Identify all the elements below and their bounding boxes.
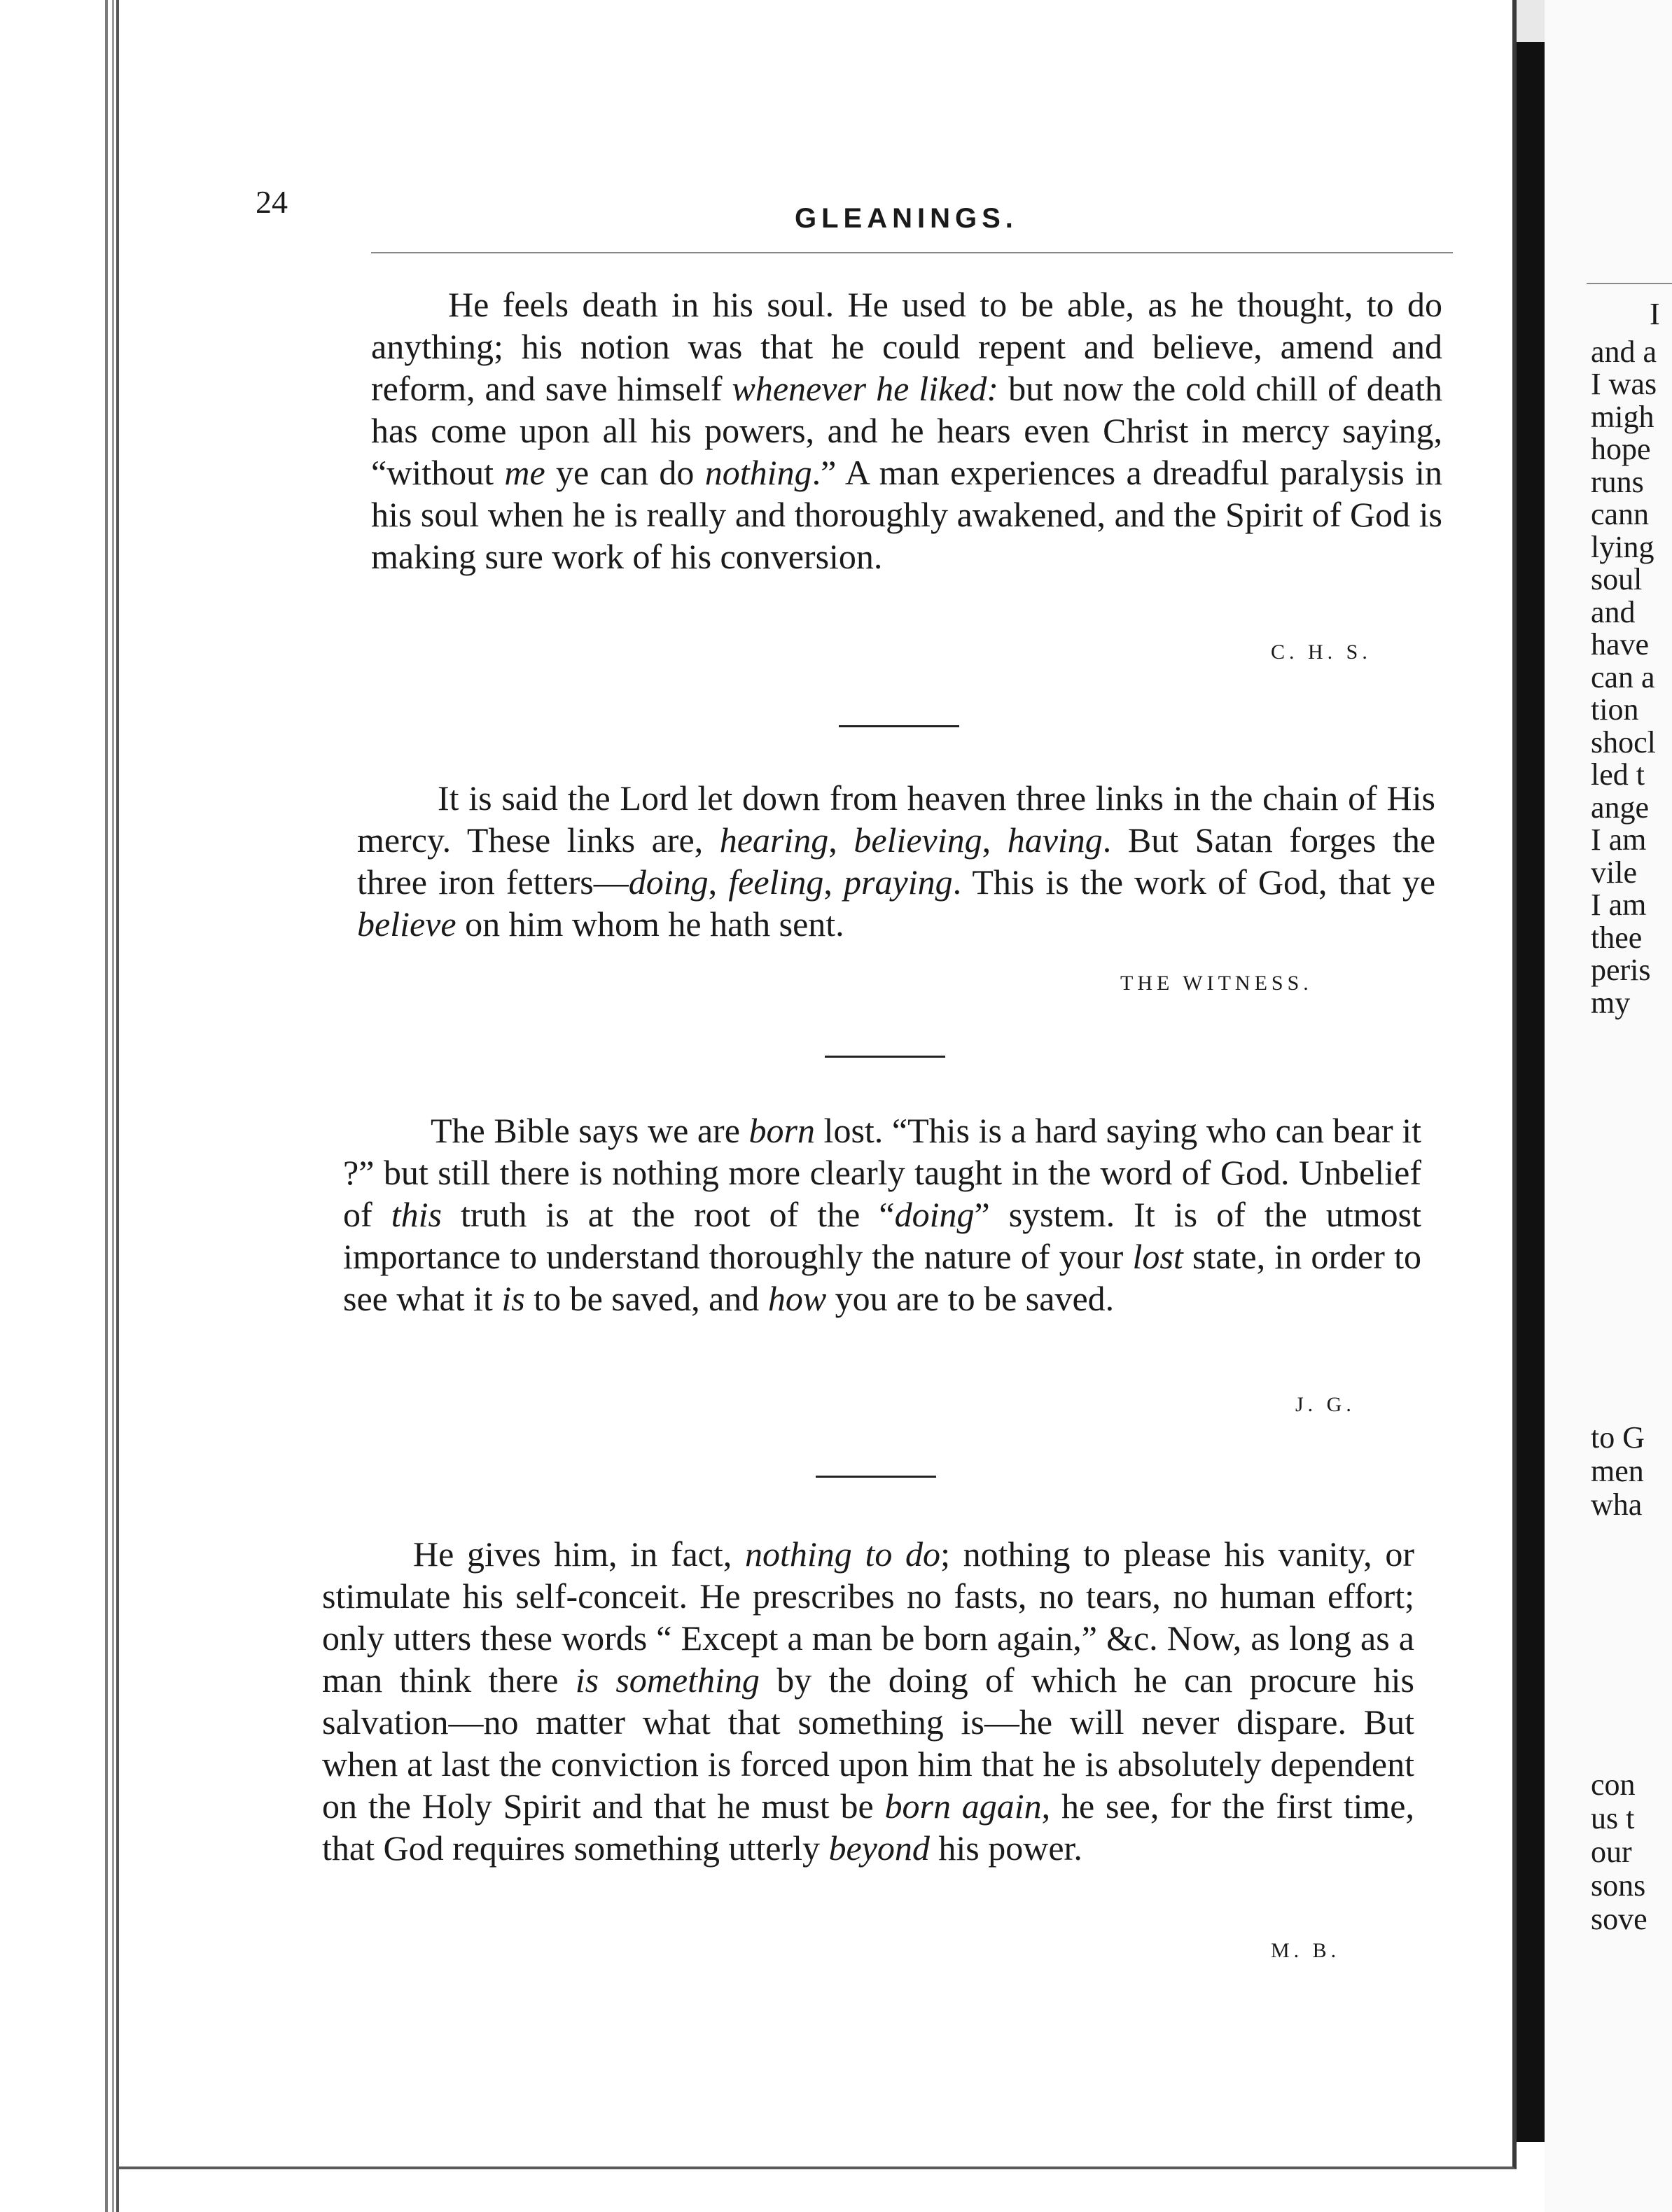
text-run: his power. <box>929 1828 1082 1868</box>
text-run: to be saved, and <box>524 1279 768 1318</box>
italic-text: nothing <box>704 453 812 492</box>
facing-page-line: men <box>1591 1454 1644 1488</box>
text-run: , he see, for the first time, that God requires something utterly <box>322 1786 1414 1868</box>
text-run: truth is at the root of the “ <box>441 1195 895 1234</box>
header-rule <box>371 252 1453 253</box>
facing-page-line: can a <box>1591 659 1655 694</box>
text-run: . This is the work of God, that ye <box>952 862 1436 902</box>
passage-3-text <box>343 1110 1421 1320</box>
italic-text: feeling <box>728 862 824 902</box>
text-run: , <box>708 862 729 902</box>
italic-text: believing <box>854 820 982 860</box>
text-run: on him whom he hath sent. <box>456 904 844 944</box>
text-run: lost. “This is a hard saying who can bear it ?” but still there is nothing more clearly taught in the word of God. Unbelief of <box>343 1111 1421 1234</box>
text-run: but now the cold chill of death has come upon all his powers, and he hears even Christ in mercy saying, “without <box>371 369 1442 492</box>
separator-rule <box>816 1476 936 1478</box>
text-run: .” A man experiences a dreadful paralysis in his soul when he is really and thoroughly awakened, and the Spirit of God is making sure work of his conversion. <box>371 453 1442 576</box>
facing-page-line: have <box>1591 627 1650 662</box>
passage-3-attribution: J. G. <box>1295 1393 1356 1416</box>
italic-text: this <box>391 1195 442 1234</box>
italic-text: is <box>501 1279 525 1318</box>
italic-text: beyond <box>828 1828 930 1868</box>
facing-page-line: led t <box>1591 757 1645 792</box>
facing-page-line: tion <box>1591 692 1639 727</box>
italic-text: born again <box>884 1786 1042 1826</box>
facing-page-line: and a <box>1591 334 1657 369</box>
facing-page-line: to G <box>1591 1420 1645 1455</box>
passage-1-text <box>371 284 1442 578</box>
text-run: ; nothing to please his vanity, or stimulate his self-conceit. He prescribes no fasts, no tears, no human effort; only utters these words “ Except a man be born again,” &c. Now, as long as a man think there <box>322 1534 1414 1700</box>
facing-page-line: cann <box>1591 497 1650 531</box>
facing-page-line: runs <box>1591 464 1644 499</box>
facing-page-line: vile <box>1591 855 1637 890</box>
facing-page-line: ange <box>1591 790 1650 825</box>
facing-page-line: us t <box>1591 1801 1635 1835</box>
italic-text: doing <box>628 862 709 902</box>
facing-page-rule <box>1587 283 1672 284</box>
facing-page-line: thee <box>1591 920 1643 955</box>
passage-4-text <box>322 1533 1414 1869</box>
facing-page-line: I <box>1650 297 1660 331</box>
italic-text: lost <box>1132 1237 1183 1276</box>
facing-page-line: shocl <box>1591 724 1656 760</box>
text-run: , <box>828 820 854 860</box>
separator-rule <box>839 725 959 727</box>
text-run: The Bible says we are <box>431 1111 749 1150</box>
passage-2-text <box>357 777 1435 945</box>
passage-4-attribution: M. B. <box>1271 1939 1341 1962</box>
facing-page-line: our <box>1591 1835 1632 1869</box>
facing-page-line: I am <box>1591 822 1647 857</box>
passage-2-attribution: THE WITNESS. <box>1120 972 1313 995</box>
text-run: by the doing of which he can procure his salvation—no matter what that something is—he will never dispare. But when at last the conviction is forced upon him that he is absolutely dependent on the Holy Spirit and that he must be <box>322 1660 1414 1826</box>
italic-text: is something <box>575 1660 760 1700</box>
facing-page-line: sove <box>1591 1902 1647 1936</box>
facing-page-line: wha <box>1591 1488 1643 1522</box>
separator-rule <box>825 1056 945 1058</box>
text-run: It is said the Lord let down from heaven three links in the chain of His mercy. These links are, <box>357 778 1435 860</box>
italic-text: praying <box>844 862 953 902</box>
italic-text: believe <box>357 904 457 944</box>
text-run: He feels death in his soul. He used to be able, as he thought, to do anything; his notion was that he could repent and believe, amend and reform, and save himself <box>371 285 1442 408</box>
italic-text: how <box>767 1279 827 1318</box>
text-run: , <box>823 862 844 902</box>
text-run: ye can do <box>545 453 705 492</box>
running-title: GLEANINGS. <box>795 203 1018 234</box>
book-gutter <box>1517 42 1545 2142</box>
facing-page-line: soul <box>1591 562 1643 596</box>
facing-page <box>1545 0 1672 2212</box>
italic-text: doing <box>894 1195 975 1234</box>
italic-text: hearing <box>719 820 829 860</box>
facing-page-line: I was <box>1591 367 1657 401</box>
text-run: ” system. It is of the utmost importance to understand thoroughly the nature of your <box>343 1195 1422 1276</box>
facing-page-line: migh <box>1591 399 1654 434</box>
text-run: , <box>982 820 1008 860</box>
text-run: state, in order to see what it <box>343 1237 1421 1318</box>
facing-page-line: hope <box>1591 432 1651 466</box>
facing-page-line: peris <box>1591 953 1651 987</box>
facing-page-line: I am <box>1591 888 1647 922</box>
text-run: He gives him, in fact, <box>413 1534 745 1574</box>
italic-text: me <box>504 453 545 492</box>
facing-page-line: my <box>1591 985 1631 1020</box>
page-number: 24 <box>256 184 288 220</box>
gutter-top <box>1517 0 1545 42</box>
italic-text: having <box>1007 820 1103 860</box>
text-run: you are to be saved. <box>826 1279 1115 1318</box>
italic-text: born <box>748 1111 815 1150</box>
book-page-edges <box>0 0 119 2212</box>
facing-page-line: sons <box>1591 1868 1646 1903</box>
text-run: . But Satan forges the three iron fetters— <box>357 820 1436 902</box>
facing-page-line: and <box>1591 594 1636 629</box>
italic-text: whenever he liked: <box>732 369 999 408</box>
facing-page-line: con <box>1591 1768 1636 1802</box>
passage-1-attribution: C. H. S. <box>1271 640 1372 664</box>
italic-text: nothing to do <box>744 1534 941 1574</box>
facing-page-line: lying <box>1591 529 1654 564</box>
